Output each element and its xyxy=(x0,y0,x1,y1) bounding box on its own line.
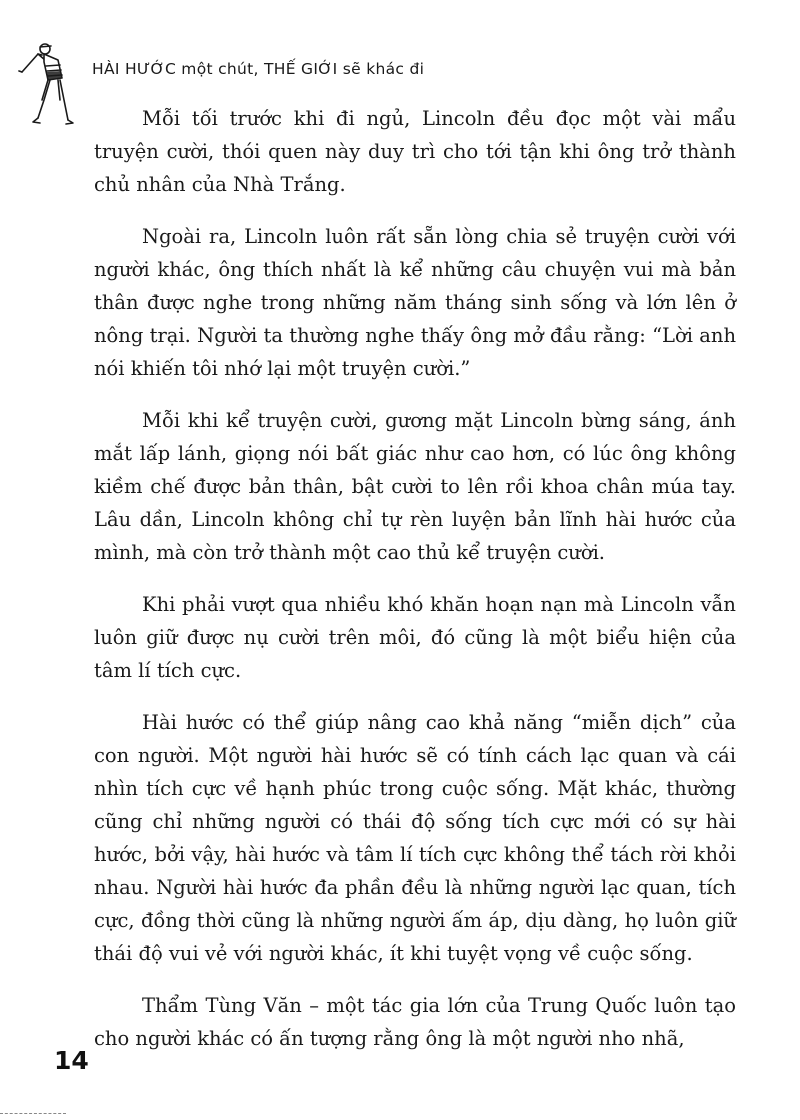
paragraph: Ngoài ra, Lincoln luôn rất sẵn lòng chia sẻ truyện cười với người khác, ông thích nhất là kể những câu chuyện vui mà bản thân được nghe trong những năm tháng sinh sống và lớn lên ở nông trại. Người ta thường nghe thấy ông mở đầu rằng: “Lời anh nói khiến tôi nhớ lại một truyện cười.” xyxy=(94,225,736,380)
paragraph: Mỗi khi kể truyện cười, gương mặt Lincoln bừng sáng, ánh mắt lấp lánh, giọng nói bất giác như cao hơn, có lúc ông không kiềm chế được bản thân, bật cười to lên rồi khoa chân múa tay. Lâu dần, Lincoln không chỉ tự rèn luyện bản lĩnh hài hước của mình, mà còn trở thành một cao thủ kể truyện cười. xyxy=(94,409,736,564)
paragraph: Hài hước có thể giúp nâng cao khả năng “miễn dịch” của con người. Một người hài hước sẽ có tính cách lạc quan và cái nhìn tích cực về hạnh phúc trong cuộc sống. Mặt khác, thường cũng chỉ những người có thái độ sống tích cực mới có sự hài hước, bởi vậy, hài hước và tâm lí tích cực không thể tách rời khỏi nhau. Người hài hước đa phần đều là những người lạc quan, tích cực, đồng thời cũng là những người ấm áp, dịu dàng, họ luôn giữ thái độ vui vẻ với người khác, ít khi tuyệt vọng về cuộc sống. xyxy=(94,711,736,965)
running-title: HÀI HƯỚC một chút, THẾ GIỚI sẽ khác đi xyxy=(92,60,425,78)
bottom-divider xyxy=(0,1113,66,1114)
body-text xyxy=(94,102,736,1074)
paragraph: Thẩm Tùng Văn – một tác gia lớn của Trung Quốc luôn tạo cho người khác có ấn tượng rằng ông là một người nho nhã, xyxy=(94,994,736,1050)
paragraph: Khi phải vượt qua nhiều khó khăn hoạn nạn mà Lincoln vẫn luôn giữ được nụ cười trên môi, đó cũng là một biểu hiện của tâm lí tích cực. xyxy=(94,593,736,682)
paragraph: Mỗi tối trước khi đi ngủ, Lincoln đều đọc một vài mẩu truyện cười, thói quen này duy trì cho tới tận khi ông trở thành chủ nhân của Nhà Trắng. xyxy=(94,107,736,196)
golfer-icon xyxy=(18,38,84,130)
page-number: 14 xyxy=(54,1046,89,1075)
